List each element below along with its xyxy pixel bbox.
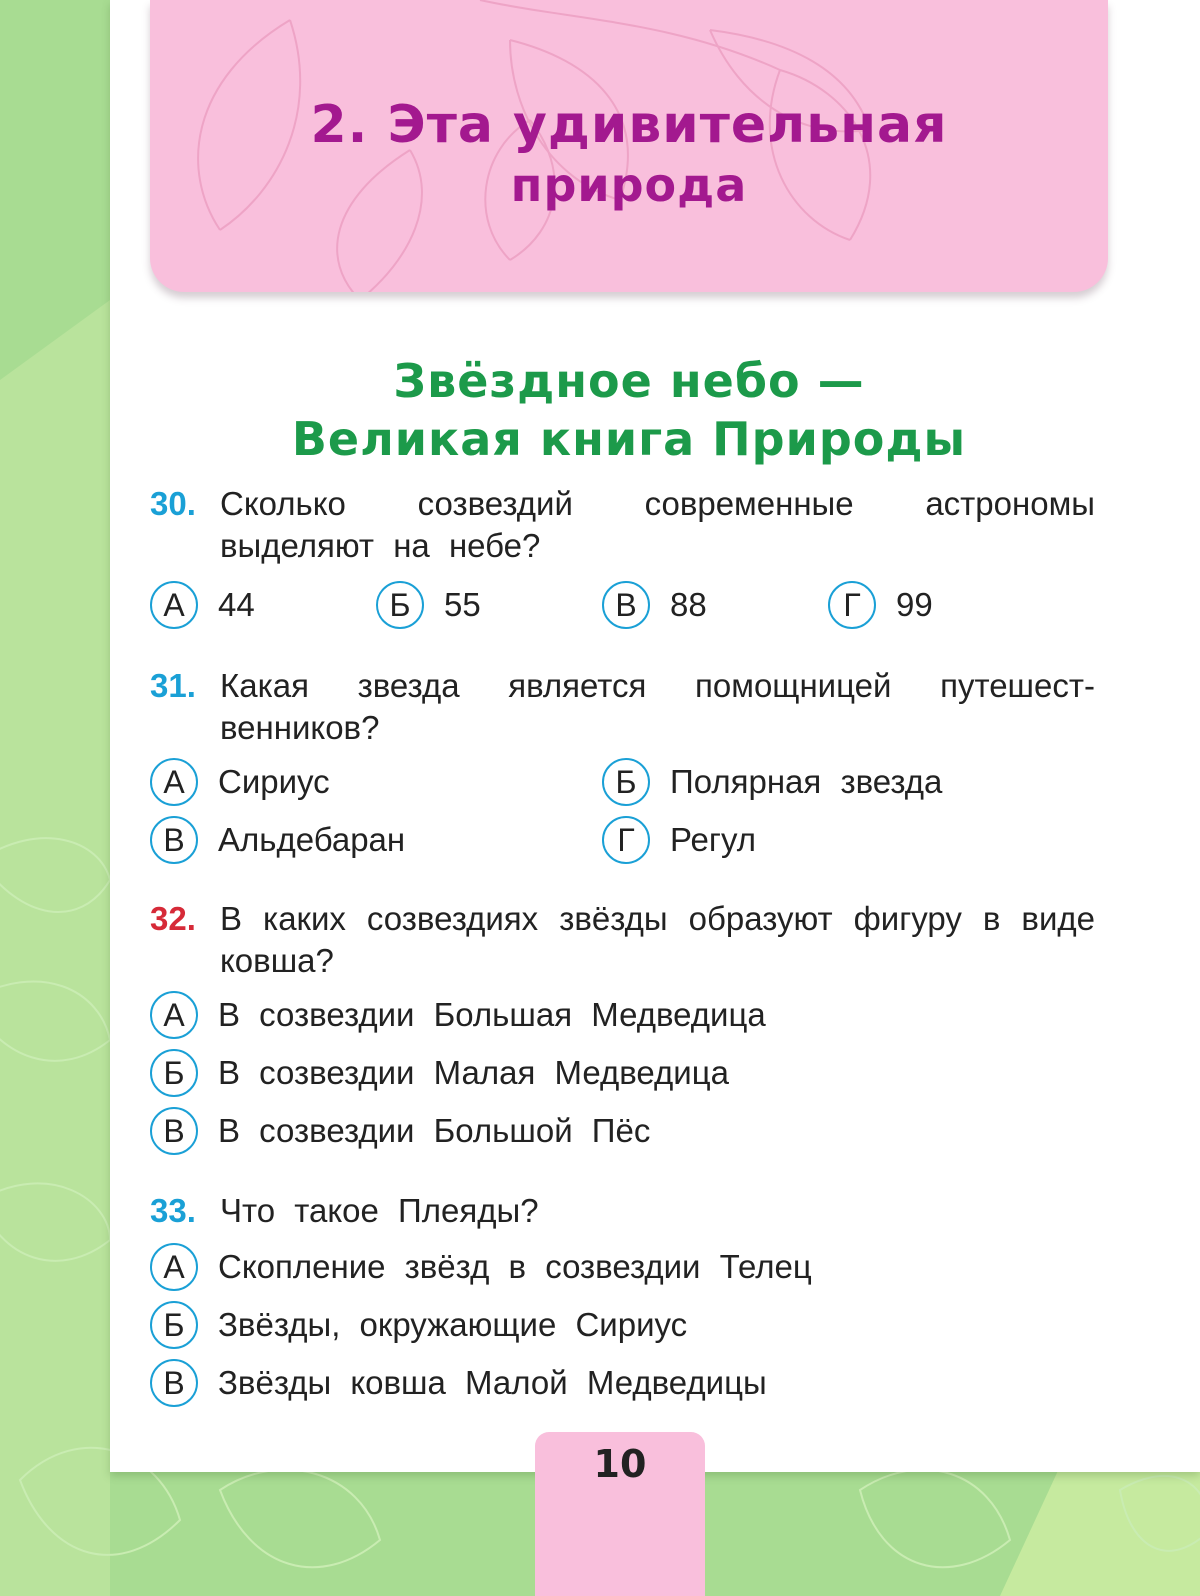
option-letter-badge: Б [150, 1049, 198, 1097]
option-letter-badge: Б [150, 1301, 198, 1349]
option-text: 55 [444, 586, 481, 623]
chapter-title-line1: 2. Эта удивительная [310, 95, 948, 155]
option-text: В созвездии Большая Медведица [218, 996, 766, 1033]
answer-option[interactable] [150, 988, 766, 1042]
question-31 [150, 665, 1095, 749]
answer-option[interactable] [602, 813, 756, 867]
answer-option[interactable] [828, 578, 933, 632]
question-text: Сколько созвездий современные астрономы выделяют на небе? [220, 485, 1095, 564]
question-32 [150, 898, 1095, 982]
answer-option[interactable] [150, 1104, 650, 1158]
question-text: В каких созвездиях звёзды образуют фигуру в виде ковша? [220, 900, 1095, 979]
chapter-title [150, 95, 1108, 215]
option-text: Полярная звезда [670, 763, 943, 800]
answer-option[interactable] [602, 578, 707, 632]
option-text: 99 [896, 586, 933, 623]
question-33 [150, 1190, 1095, 1232]
option-letter-badge: В [150, 1359, 198, 1407]
section-title-line2: Великая книга Природы [291, 412, 967, 466]
question-30 [150, 483, 1095, 567]
option-letter-badge: Б [376, 581, 424, 629]
option-letter-badge: Г [828, 581, 876, 629]
question-text: Что такое Плеяды? [220, 1192, 539, 1229]
option-text: В созвездии Малая Медведица [218, 1054, 729, 1091]
option-text: Альдебаран [218, 821, 406, 858]
option-letter-badge: Б [602, 758, 650, 806]
option-letter-badge: В [602, 581, 650, 629]
chapter-title-line2: природа [510, 158, 748, 212]
section-title [150, 352, 1108, 468]
option-letter-badge: В [150, 1107, 198, 1155]
option-text: Сириус [218, 763, 330, 800]
option-text: 44 [218, 586, 255, 623]
option-text: 88 [670, 586, 707, 623]
option-text: В созвездии Большой Пёс [218, 1112, 651, 1149]
option-letter-badge: А [150, 758, 198, 806]
answer-option[interactable] [150, 1046, 729, 1100]
answer-option[interactable] [150, 1298, 687, 1352]
option-letter-badge: В [150, 816, 198, 864]
option-letter-badge: А [150, 1243, 198, 1291]
option-text: Звёзды, окружающие Сириус [218, 1306, 688, 1343]
question-text: Какая звезда является помощницей путешест-венников? [220, 667, 1095, 746]
option-letter-badge: А [150, 991, 198, 1039]
answer-option[interactable] [376, 578, 481, 632]
section-title-line1: Звёздное небо — [393, 354, 865, 408]
answer-option[interactable] [602, 755, 942, 809]
answer-option[interactable] [150, 813, 405, 867]
answer-option[interactable] [150, 578, 255, 632]
option-letter-badge: А [150, 581, 198, 629]
option-text: Регул [670, 821, 756, 858]
question-number: 33. [150, 1192, 196, 1229]
page-number: 10 [593, 1442, 647, 1486]
option-text: Звёзды ковша Малой Медведицы [218, 1364, 767, 1401]
question-number: 32. [150, 900, 196, 937]
question-number: 31. [150, 667, 196, 704]
question-number: 30. [150, 485, 196, 522]
answer-option[interactable] [150, 1356, 767, 1410]
answer-option[interactable] [150, 755, 330, 809]
answer-option[interactable] [150, 1240, 812, 1294]
option-letter-badge: Г [602, 816, 650, 864]
option-text: Скопление звёзд в созвездии Телец [218, 1248, 812, 1285]
